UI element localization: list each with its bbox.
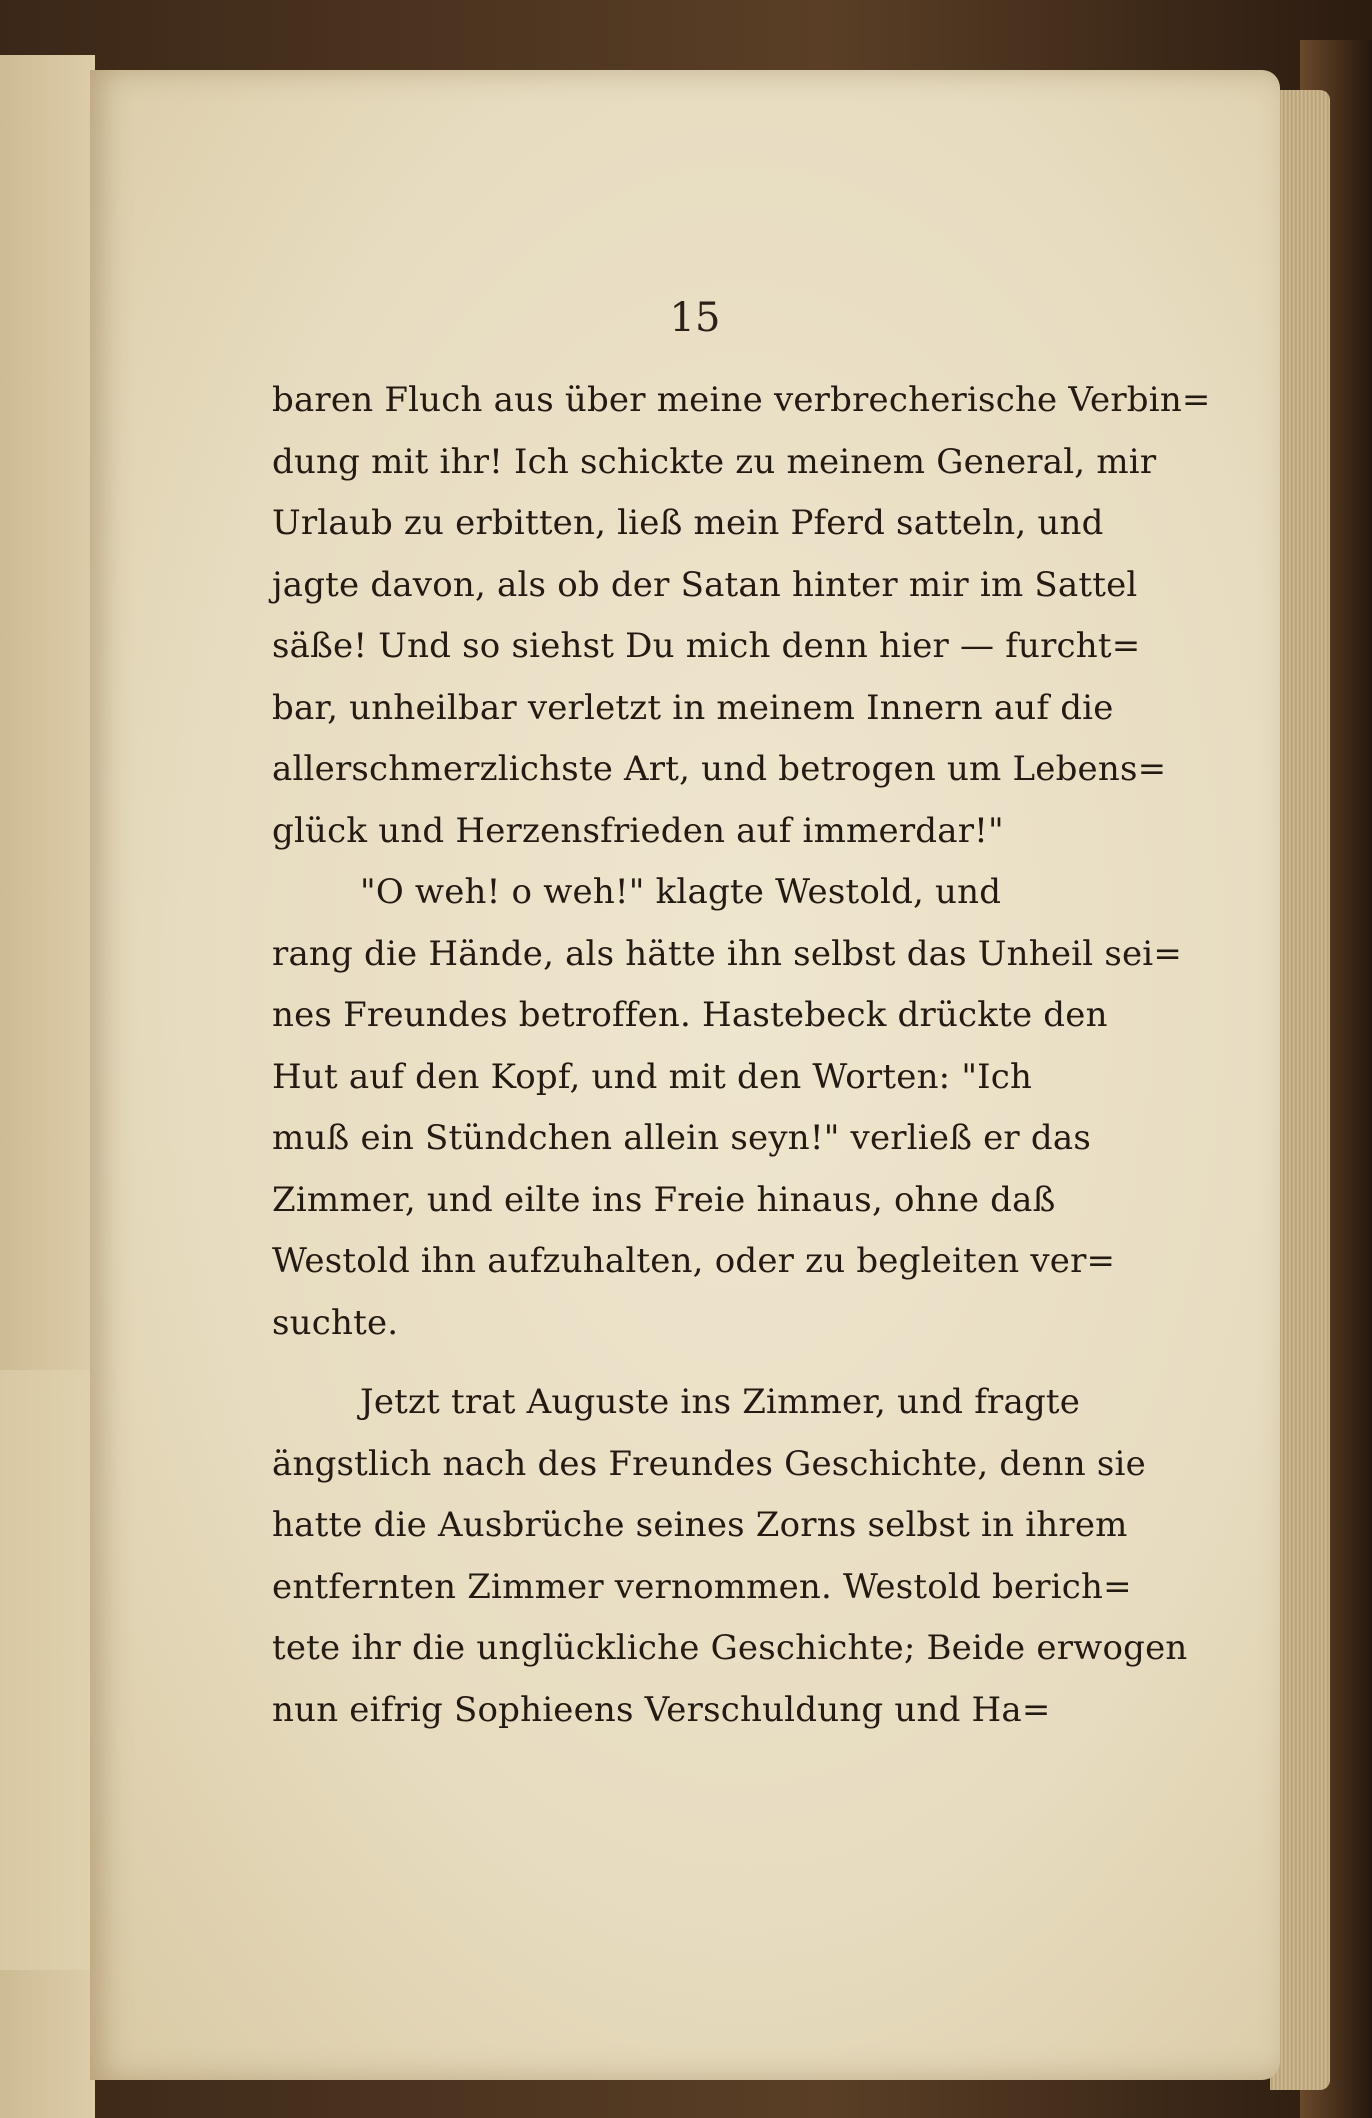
text-line: nun eifrig Sophieens Verschuldung und Ha= [272, 1689, 1051, 1730]
text-line: entfernten Zimmer vernommen. Westold berich= [272, 1566, 1132, 1607]
text-line: Jetzt trat Auguste ins Zimmer, und fragte [360, 1382, 1081, 1422]
text-line: Westold ihn aufzuhalten, oder zu begleiten ver= [272, 1241, 1116, 1281]
text-line: muß ein Stündchen allein seyn!" verließ er das [272, 1118, 1091, 1158]
text-line: hatte die Ausbrüche seines Zorns selbst in ihrem [272, 1505, 1128, 1545]
text-line: nes Freundes betroffen. Hastebeck drückte den [272, 995, 1108, 1035]
text-line: glück und Herzensfrieden auf immerdar!" [272, 810, 1004, 851]
text-line: baren Fluch aus über meine verbrecherische Verbin= [272, 380, 1211, 420]
page-number: 15 [669, 295, 721, 341]
text-line: Zimmer, und eilte ins Freie hinaus, ohne daß [272, 1179, 1056, 1220]
book-page [90, 70, 1280, 2080]
text-line: dung mit ihr! Ich schickte zu meinem General, mir [272, 441, 1157, 482]
text-line: "O weh! o weh!" klagte Westold, und [360, 872, 1002, 912]
text-line: tete ihr die unglückliche Geschichte; Beide erwogen [272, 1628, 1188, 1668]
text-line: säße! Und so siehst Du mich denn hier — furcht= [272, 626, 1141, 666]
body-text [272, 370, 1211, 1741]
text-line: jagte davon, als ob der Satan hinter mir im Sattel [272, 564, 1138, 605]
text-line: rang die Hände, als hätte ihn selbst das Unheil sei= [272, 933, 1183, 974]
text-line: suchte. [272, 1302, 399, 1343]
text-line: bar, unheilbar verletzt in meinem Innern auf die [272, 687, 1114, 728]
text-line: ängstlich nach des Freundes Geschichte, denn sie [272, 1443, 1146, 1484]
text-line: Hut auf den Kopf, und mit den Worten: "Ich [272, 1056, 1033, 1097]
text-line: allerschmerzlichste Art, und betrogen um Lebens= [272, 749, 1167, 789]
text-line: Urlaub zu erbitten, ließ mein Pferd satteln, und [272, 503, 1104, 543]
